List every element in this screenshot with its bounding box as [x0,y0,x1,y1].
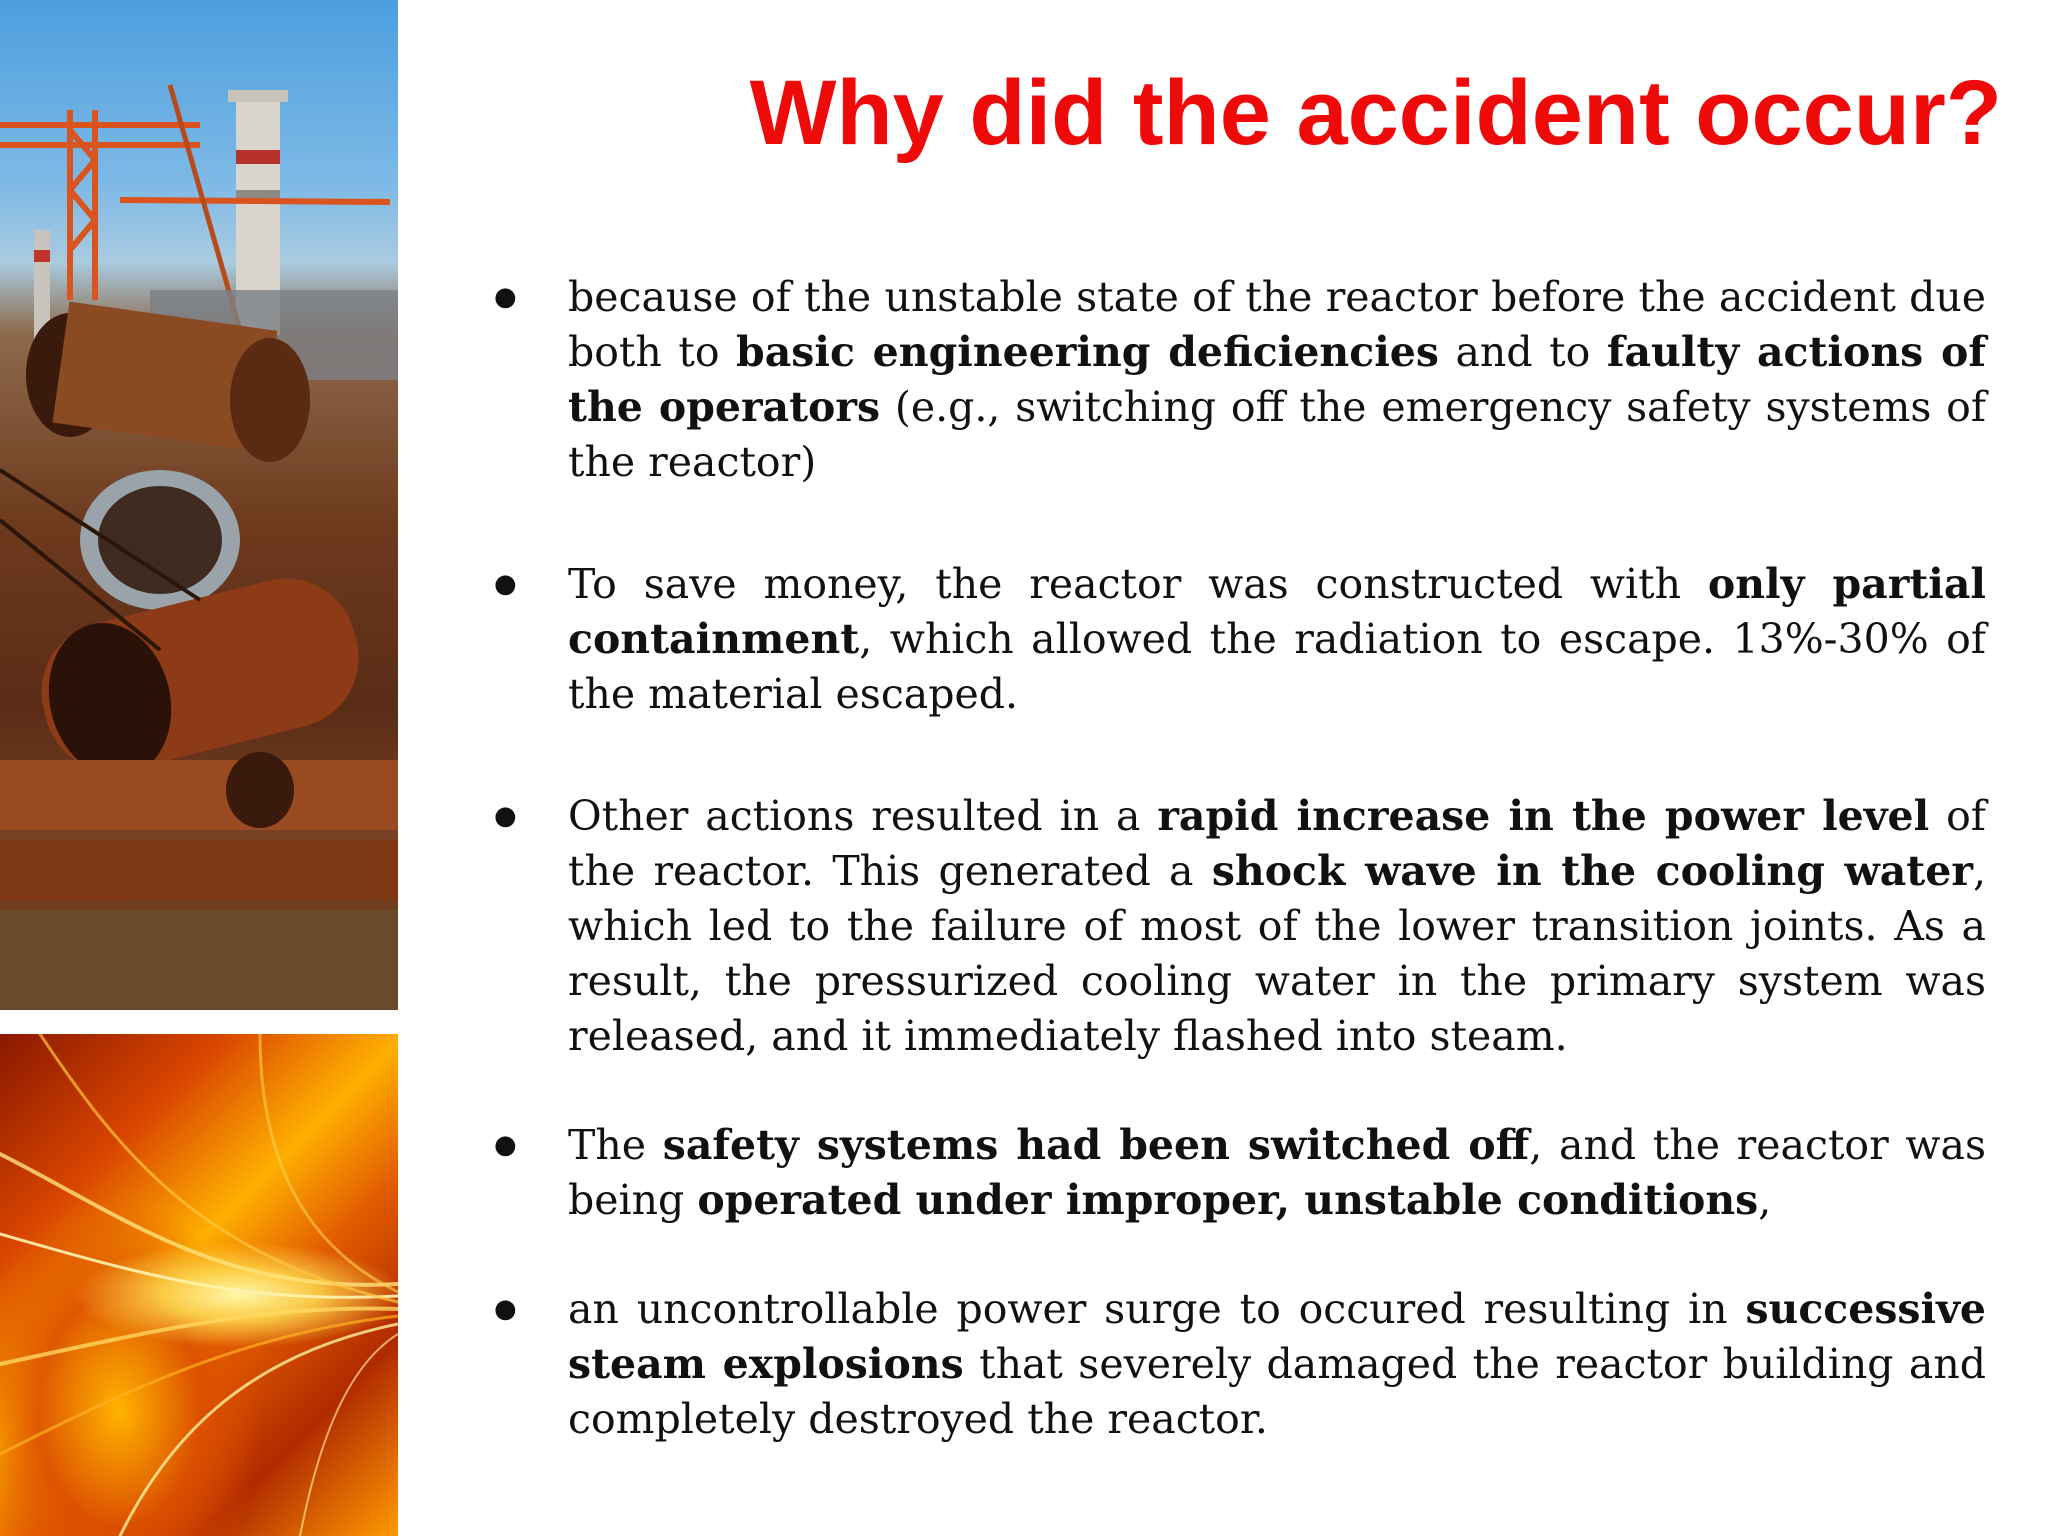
bullet-item: ● because of the unstable state of the reactor before the accident due both to basic engineering deficiencies and to faulty actions of the operators (e.g., switching off the emergency safety systems of the reactor) [568,270,1986,490]
industrial-photo-drawing [0,0,398,1010]
bullet-item: ● an uncontrollable power surge to occured resulting in successive steam explosions that severely damaged the reactor building and completely destroyed the reactor. [568,1282,1986,1447]
bullet-item: ● Other actions resulted in a rapid increase in the power level of the reactor. This generated a shock wave in the cooling water, which led to the failure of most of the lower transition joints. As a result, the pressurized cooling water in the primary system was released, and it immediately flashed into steam. [568,789,1986,1064]
slide-title: Why did the accident occur? [749,62,2002,164]
bullet-item: ● The safety systems had been switched off, and the reactor was being operated under improper, unstable conditions, [568,1118,1986,1228]
fire-streaks-drawing [0,1034,398,1536]
bullet-list [568,270,1986,1447]
bullet-item: ● To save money, the reactor was constructed with only partial containment, which allowed the radiation to escape. 13%-30% of the material escaped. [568,557,1986,722]
photo-divider [0,1010,398,1034]
fire-streaks-photo [0,1034,398,1536]
industrial-photo [0,0,398,1010]
